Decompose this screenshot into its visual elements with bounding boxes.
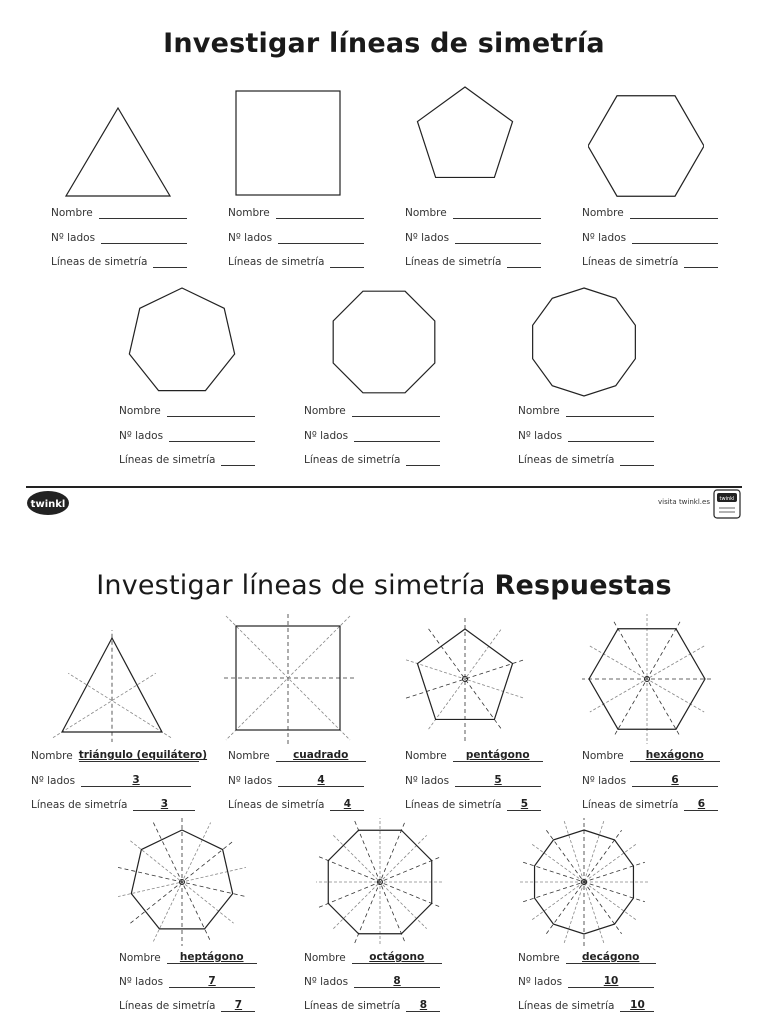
answers-title: Investigar líneas de simetría Respuestas (96, 570, 672, 601)
hexagon-shape (588, 88, 704, 204)
pentagon-outline (417, 87, 512, 177)
lines-field[interactable]: Líneas de simetría (119, 453, 255, 466)
name-field[interactable]: Nombre (304, 404, 440, 417)
lines-field[interactable]: Líneas de simetría (405, 255, 541, 268)
lines-answer: Líneas de simetría 8 (304, 999, 440, 1012)
symmetry-line (68, 673, 171, 737)
name-blank[interactable] (276, 206, 364, 219)
name-field[interactable]: Nombre (405, 206, 541, 219)
sides-answer: Nº lados 7 (119, 975, 255, 988)
symmetry-line (53, 673, 156, 737)
name-answer: Nombre decágono (518, 951, 656, 964)
octagon-answer-diagram (316, 818, 444, 946)
lines-field[interactable]: Líneas de simetría (228, 255, 364, 268)
name-field[interactable]: Nombre (518, 404, 654, 417)
square-shape (230, 86, 350, 200)
name-blank[interactable] (167, 404, 255, 417)
lines-field[interactable]: Líneas de simetría (582, 255, 718, 268)
pentagon-shape (412, 84, 518, 190)
lines-answer: Líneas de simetría 7 (119, 999, 255, 1012)
name-answer: Nombre cuadrado (228, 749, 366, 762)
sides-answer: Nº lados 5 (405, 774, 541, 787)
sides-blank[interactable] (354, 429, 440, 442)
name-answer: Nombre triángulo (equilátero) (31, 749, 208, 762)
hexagon-answer-diagram (582, 614, 712, 744)
sides-answer: Nº lados 10 (518, 975, 654, 988)
lines-answer: Líneas de simetría 10 (518, 999, 654, 1012)
svg-text:twinkl: twinkl (719, 496, 735, 502)
sides-field[interactable]: Nº lados (582, 231, 718, 244)
decagon-shape (528, 286, 640, 398)
decagon-outline (533, 288, 636, 396)
name-blank[interactable] (99, 206, 187, 219)
twinkl-logo (26, 490, 70, 516)
name-blank[interactable] (566, 404, 654, 417)
sides-blank[interactable] (632, 231, 718, 244)
lines-blank[interactable] (221, 453, 255, 466)
pentagon-answer-diagram (400, 614, 530, 744)
visit-link[interactable]: visita twinkl.es (658, 498, 710, 506)
name-blank[interactable] (453, 206, 541, 219)
sides-field[interactable]: Nº lados (405, 231, 541, 244)
sides-blank[interactable] (278, 231, 364, 244)
lines-blank[interactable] (507, 255, 541, 268)
lines-answer: Líneas de simetría 3 (31, 798, 195, 811)
name-field[interactable]: Nombre (119, 404, 255, 417)
triangle-answer-diagram (50, 630, 174, 742)
heptagon-outline (129, 288, 234, 391)
lines-blank[interactable] (153, 255, 187, 268)
sides-blank[interactable] (455, 231, 541, 244)
sides-blank[interactable] (169, 429, 255, 442)
octagon-outline (333, 291, 435, 393)
sides-field[interactable]: Nº lados (304, 429, 440, 442)
sides-answer: Nº lados 4 (228, 774, 364, 787)
sides-answer: Nº lados 3 (31, 774, 191, 787)
name-field[interactable]: Nombre (228, 206, 364, 219)
sides-field[interactable]: Nº lados (51, 231, 187, 244)
name-answer: Nombre octágono (304, 951, 442, 964)
lines-answer: Líneas de simetría 6 (582, 798, 718, 811)
name-field[interactable]: Nombre (51, 206, 187, 219)
sides-field[interactable]: Nº lados (119, 429, 255, 442)
square-answer-diagram (224, 614, 354, 744)
sides-field[interactable]: Nº lados (518, 429, 654, 442)
page-divider (26, 486, 742, 488)
lines-blank[interactable] (330, 255, 364, 268)
lines-answer: Líneas de simetría 4 (228, 798, 364, 811)
quality-badge-icon (712, 488, 742, 520)
lines-blank[interactable] (684, 255, 718, 268)
lines-field[interactable]: Líneas de simetría (51, 255, 187, 268)
name-field[interactable]: Nombre (582, 206, 718, 219)
name-answer: Nombre pentágono (405, 749, 543, 762)
name-blank[interactable] (352, 404, 440, 417)
sides-answer: Nº lados 6 (582, 774, 718, 787)
hexagon-outline (588, 96, 704, 196)
sides-blank[interactable] (568, 429, 654, 442)
triangle-shape (60, 100, 180, 200)
sides-blank[interactable] (101, 231, 187, 244)
lines-field[interactable]: Líneas de simetría (304, 453, 440, 466)
worksheet-title: Investigar líneas de simetría (163, 28, 605, 59)
lines-blank[interactable] (620, 453, 654, 466)
lines-blank[interactable] (406, 453, 440, 466)
heptagon-shape (126, 286, 238, 398)
name-blank[interactable] (630, 206, 718, 219)
heptagon-answer-diagram (118, 818, 246, 946)
lines-answer: Líneas de simetría 5 (405, 798, 541, 811)
name-answer: Nombre heptágono (119, 951, 257, 964)
svg-text:twinkl: twinkl (30, 499, 66, 510)
decagon-answer-diagram (520, 818, 648, 946)
name-answer: Nombre hexágono (582, 749, 720, 762)
octagon-shape (328, 286, 440, 398)
lines-field[interactable]: Líneas de simetría (518, 453, 654, 466)
sides-field[interactable]: Nº lados (228, 231, 364, 244)
sides-answer: Nº lados 8 (304, 975, 440, 988)
